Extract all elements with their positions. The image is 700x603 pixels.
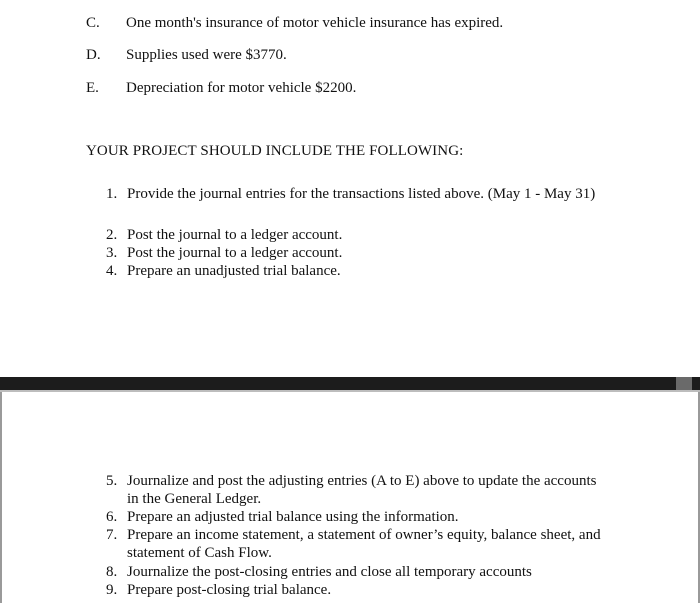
task-text: Prepare an unadjusted trial balance. <box>127 263 341 279</box>
task-number: 2. <box>106 227 118 243</box>
adjustment-letter: D. <box>86 47 101 63</box>
task-text: Prepare an adjusted trial balance using the information. <box>127 509 459 525</box>
task-text: Journalize and post the adjusting entries (A to E) above to update the accounts in the General Ledger. <box>127 473 597 507</box>
task-text: Prepare post-closing trial balance. <box>127 582 332 598</box>
task-number: 1. <box>106 186 118 202</box>
page-divider-shade <box>676 377 692 390</box>
adjustment-text: Depreciation for motor vehicle $2200. <box>126 80 357 96</box>
task-text: Prepare an income statement, a statement of owner’s equity, balance sheet, and statement of Cash Flow. <box>127 527 601 561</box>
task-text: Post the journal to a ledger account. <box>127 245 343 261</box>
adjustment-text: Supplies used were $3770. <box>126 47 287 63</box>
adjustment-text: One month's insurance of motor vehicle insurance has expired. <box>126 15 504 31</box>
task-number: 9. <box>106 582 118 598</box>
adjustment-letter: C. <box>86 15 100 31</box>
task-number: 7. <box>106 527 118 543</box>
task-text: Provide the journal entries for the transactions listed above. (May 1 - May 31) <box>127 186 596 202</box>
adjustment-letter: E. <box>86 80 99 96</box>
task-number: 3. <box>106 245 118 261</box>
document-page-bottom <box>0 392 700 603</box>
task-number: 8. <box>106 564 118 580</box>
task-text: Post the journal to a ledger account. <box>127 227 343 243</box>
page-border-left <box>0 392 2 603</box>
task-number: 4. <box>106 263 118 279</box>
task-number: 5. <box>106 473 118 489</box>
project-heading: YOUR PROJECT SHOULD INCLUDE THE FOLLOWING: <box>86 143 464 159</box>
page-divider <box>0 377 700 390</box>
task-text: Journalize the post-closing entries and close all temporary accounts <box>127 564 532 580</box>
task-number: 6. <box>106 509 118 525</box>
